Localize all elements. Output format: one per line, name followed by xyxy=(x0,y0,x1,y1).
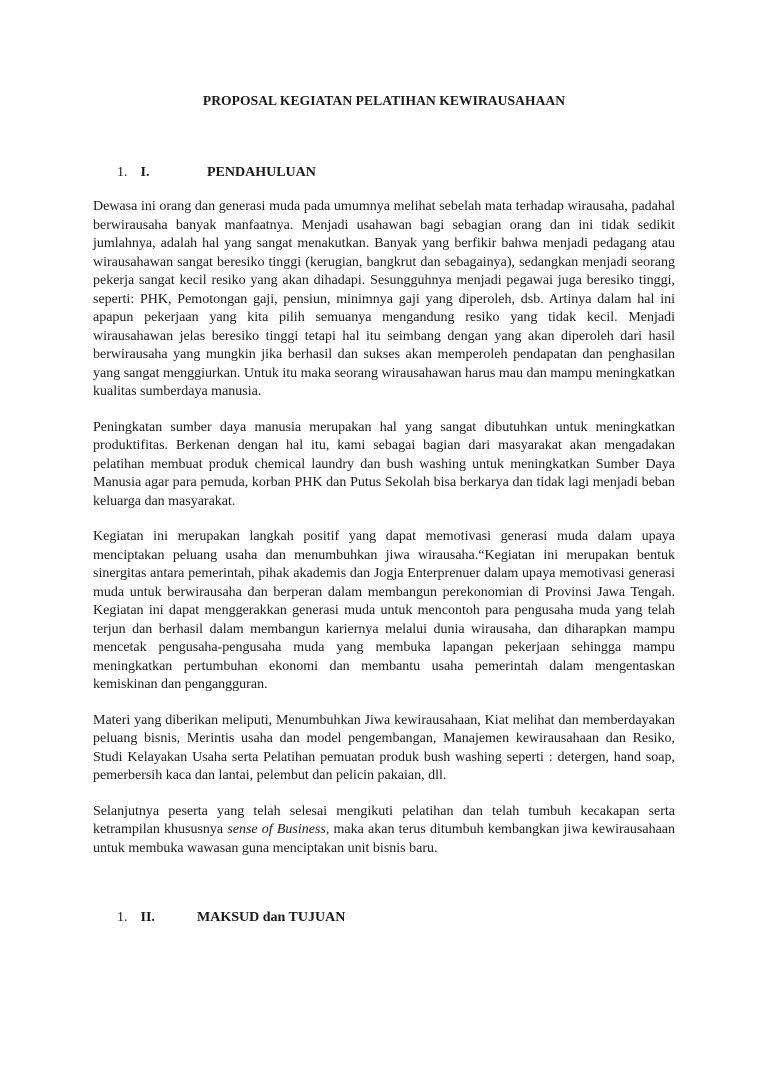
section-roman-numeral: II. xyxy=(140,910,155,925)
paragraph: Dewasa ini orang dan generasi muda pada umumnya melihat sebelah mata terhadap wirausaha, padahal berwirausaha banyak manfaatnya. Menjadi usahawan bagi sebagian orang dan ini tidak sedikit jumlahnya, adalah hal yang sangat menakutkan. Banyak yang berfikir bahwa menjadi pedagang atau wirausahawan sangat beresiko tinggi (kerugian, bangkrut dan sebagainya), sedangkan menjadi seorang pekerja sangat kecil resiko yang akan dihadapi. Sesungguhnya menjadi pegawai juga beresiko tinggi, seperti: PHK, Pemotongan gaji, pensiun, minimnya gaji yang diperoleh, dsb. Artinya dalam hal ini apapun pekerjaan yang kita pilih semuanya mengandung resiko yang tidak kecil. Menjadi wirausahawan jelas beresiko tinggi tetapi hal itu seimbang dengan yang akan diperoleh dari hasil berwirausaha yang mungkin jika berhasil dan sukses akan memperoleh pendapatan dan penghasilan yang sangat menggiurkan. Untuk itu maka seorang wirausahawan harus mau dan mampu meningkatkan kualitas sumberdaya manusia. xyxy=(93,199,676,399)
section-heading-pendahuluan xyxy=(117,165,316,181)
section-title: MAKSUD dan TUJUAN xyxy=(197,910,346,925)
section-title: PENDAHULUAN xyxy=(207,165,316,180)
emphasis-text: sense of Business xyxy=(227,822,326,837)
paragraph-text: , maka akan terus ditumbuh kembangkan jiwa kewirausahaan untuk membuka wawasan guna menciptakan unit bisnis baru. xyxy=(93,822,675,856)
paragraph-text: Selanjutnya peserta yang telah selesai mengikuti pelatihan dan telah tumbuh kecakapan serta ketrampilan khususnya xyxy=(93,803,675,837)
document-body xyxy=(93,198,675,875)
document-title: PROPOSAL KEGIATAN PELATIHAN KEWIRAUSAHAAN xyxy=(202,93,566,108)
section-heading-maksud-tujuan xyxy=(117,910,345,926)
section-roman-numeral: I. xyxy=(140,165,150,180)
section-number: 1. xyxy=(117,165,128,180)
paragraph: Peningkatan sumber daya manusia merupakan hal yang sangat dibutuhkan untuk meningkatkan produktifitas. Berkenan dengan hal itu, kami sebagai bagian dari masyarakat akan mengadakan pelatihan membuat produk chemical laundry dan bush washing untuk meningkatkan Sumber Daya Manusia agar para pemuda, korban PHK dan Putus Sekolah bisa berkarya dan tidak lagi menjadi beban keluarga dan masyarakat. xyxy=(93,419,675,509)
paragraph: Materi yang diberikan meliputi, Menumbuhkan Jiwa kewirausahaan, Kiat melihat dan memberdayakan peluang bisnis, Merintis usaha dan model pengembangan, Manajemen kewirausahaan dan Resiko, Studi Kelayakan Usaha serta Pelatihan pemuatan produk bush washing seperti : detergen, hand soap, pemerbersih kaca dan lantai, pelembut dan pelicin pakaian, dll. xyxy=(93,712,675,783)
paragraph: Kegiatan ini merupakan langkah positif yang dapat memotivasi generasi muda dalam upaya menciptakan peluang usaha dan menumbuhkan jiwa wirausaha.“Kegiatan ini merupakan bentuk sinergitas antara pemerintah, pihak akademis dan Jogja Enterprenuer dalam upaya memotivasi generasi muda untuk berwirausaha dan berperan dalam membangun perekonomian di Provinsi Jawa Tengah. Kegiatan ini dapat menggerakkan generasi muda untuk mencontoh para pengusaha muda yang telah terjun dan berhasil dalam membangun kariernya melalui dunia wirausaha, dan diharapkan mampu mencetak pengusaha-pengusaha muda yang membuka lapangan pekerjaan sehingga mampu meningkatkan pertumbuhan ekonomi dan membantu usaha pemerintah dalam mengentaskan kemiskinan dan pengangguran. xyxy=(93,529,675,692)
paragraph-final xyxy=(93,803,675,859)
section-number: 1. xyxy=(117,910,128,925)
